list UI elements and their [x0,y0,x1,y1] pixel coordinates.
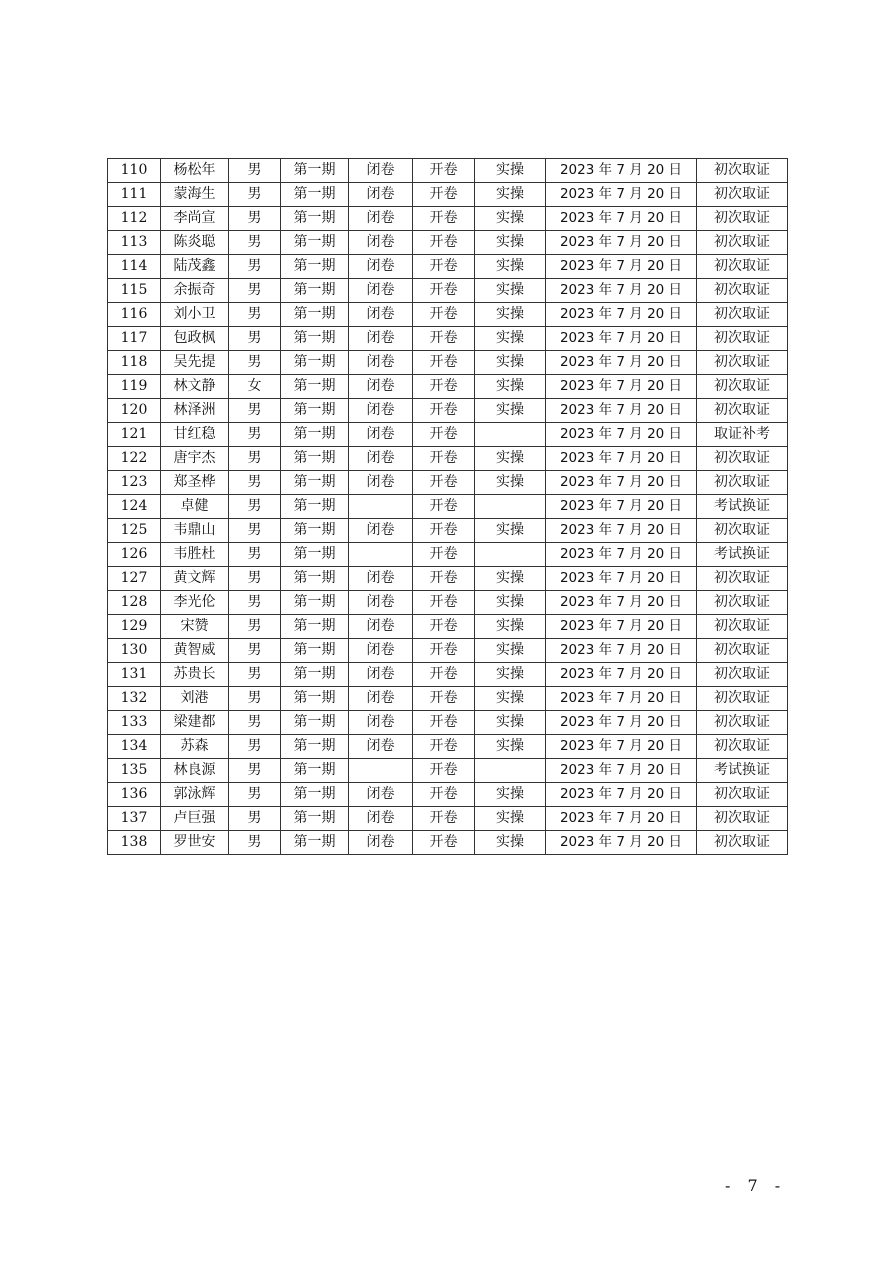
cell-number: 131 [108,663,161,687]
cell-closed-book: 闭卷 [349,639,413,663]
cell-number: 135 [108,759,161,783]
cell-period: 第一期 [281,303,349,327]
cell-practical: 实操 [475,159,546,183]
table-row [108,615,788,639]
table-row [108,687,788,711]
cell-period: 第一期 [281,615,349,639]
cell-closed-book: 闭卷 [349,399,413,423]
cell-period: 第一期 [281,711,349,735]
cell-open-book: 开卷 [413,543,475,567]
cell-open-book: 开卷 [413,663,475,687]
cell-name: 蒙海生 [161,183,229,207]
cell-number: 110 [108,159,161,183]
cell-cert-type: 初次取证 [697,303,788,327]
cell-cert-type: 初次取证 [697,351,788,375]
cell-cert-type: 初次取证 [697,279,788,303]
cell-gender: 男 [229,807,281,831]
cell-period: 第一期 [281,471,349,495]
cell-period: 第一期 [281,543,349,567]
cell-exam-date: 2023 年 7 月 20 日 [546,831,697,855]
cell-closed-book: 闭卷 [349,423,413,447]
table-row [108,519,788,543]
cell-open-book: 开卷 [413,831,475,855]
cell-exam-date: 2023 年 7 月 20 日 [546,615,697,639]
cell-name: 林泽洲 [161,399,229,423]
cell-cert-type: 初次取证 [697,807,788,831]
cell-open-book: 开卷 [413,255,475,279]
cell-cert-type: 初次取证 [697,471,788,495]
cell-name: 吴先提 [161,351,229,375]
cell-name: 卢巨强 [161,807,229,831]
cell-number: 125 [108,519,161,543]
cell-practical: 实操 [475,279,546,303]
table-row [108,567,788,591]
cell-gender: 男 [229,183,281,207]
cell-number: 136 [108,783,161,807]
cell-gender: 男 [229,399,281,423]
cell-cert-type: 初次取证 [697,831,788,855]
table-row [108,327,788,351]
cell-open-book: 开卷 [413,303,475,327]
cell-practical: 实操 [475,711,546,735]
cell-exam-date: 2023 年 7 月 20 日 [546,447,697,471]
cell-cert-type: 初次取证 [697,639,788,663]
cell-period: 第一期 [281,399,349,423]
cell-gender: 男 [229,159,281,183]
cell-practical: 实操 [475,735,546,759]
cell-open-book: 开卷 [413,591,475,615]
cell-cert-type: 取证补考 [697,423,788,447]
cell-name: 梁建都 [161,711,229,735]
cell-gender: 男 [229,711,281,735]
table-row [108,375,788,399]
cell-closed-book: 闭卷 [349,567,413,591]
cell-gender: 男 [229,495,281,519]
cell-exam-date: 2023 年 7 月 20 日 [546,375,697,399]
cell-closed-book: 闭卷 [349,687,413,711]
cell-gender: 男 [229,567,281,591]
cell-cert-type: 初次取证 [697,183,788,207]
table-row [108,591,788,615]
cell-exam-date: 2023 年 7 月 20 日 [546,807,697,831]
cell-practical: 实操 [475,207,546,231]
cell-exam-date: 2023 年 7 月 20 日 [546,351,697,375]
cell-number: 129 [108,615,161,639]
cell-exam-date: 2023 年 7 月 20 日 [546,735,697,759]
cell-gender: 男 [229,783,281,807]
cell-name: 郑圣桦 [161,471,229,495]
cell-period: 第一期 [281,591,349,615]
cell-gender: 男 [229,519,281,543]
cell-gender: 男 [229,423,281,447]
cell-practical: 实操 [475,663,546,687]
table-row [108,783,788,807]
cell-gender: 男 [229,663,281,687]
cell-exam-date: 2023 年 7 月 20 日 [546,687,697,711]
cell-period: 第一期 [281,375,349,399]
cell-name: 卓健 [161,495,229,519]
cell-name: 黄智威 [161,639,229,663]
roster-table [107,158,788,855]
cell-number: 112 [108,207,161,231]
cell-practical: 实操 [475,567,546,591]
cell-closed-book: 闭卷 [349,591,413,615]
cell-number: 116 [108,303,161,327]
cell-open-book: 开卷 [413,423,475,447]
cell-gender: 男 [229,543,281,567]
cell-closed-book: 闭卷 [349,231,413,255]
cell-closed-book: 闭卷 [349,807,413,831]
cell-closed-book: 闭卷 [349,279,413,303]
cell-practical [475,543,546,567]
cell-gender: 男 [229,639,281,663]
cell-exam-date: 2023 年 7 月 20 日 [546,399,697,423]
cell-period: 第一期 [281,759,349,783]
cell-name: 宋赞 [161,615,229,639]
cell-cert-type: 考试换证 [697,759,788,783]
cell-practical: 实操 [475,351,546,375]
cell-open-book: 开卷 [413,183,475,207]
cell-open-book: 开卷 [413,711,475,735]
table-row [108,663,788,687]
cell-practical [475,759,546,783]
cell-practical: 实操 [475,183,546,207]
cell-name: 罗世安 [161,831,229,855]
cell-open-book: 开卷 [413,615,475,639]
cell-number: 138 [108,831,161,855]
cell-gender: 男 [229,303,281,327]
cell-cert-type: 初次取证 [697,255,788,279]
table-row [108,351,788,375]
cell-open-book: 开卷 [413,447,475,471]
cell-period: 第一期 [281,279,349,303]
cell-exam-date: 2023 年 7 月 20 日 [546,519,697,543]
cell-gender: 男 [229,279,281,303]
cell-cert-type: 初次取证 [697,783,788,807]
cell-name: 李尚宣 [161,207,229,231]
page-number: - 7 - [725,1176,787,1195]
cell-practical: 实操 [475,231,546,255]
cell-name: 刘小卫 [161,303,229,327]
cell-exam-date: 2023 年 7 月 20 日 [546,279,697,303]
cell-open-book: 开卷 [413,375,475,399]
cell-period: 第一期 [281,567,349,591]
cell-exam-date: 2023 年 7 月 20 日 [546,159,697,183]
table-row [108,735,788,759]
cell-period: 第一期 [281,231,349,255]
table-row [108,639,788,663]
cell-cert-type: 初次取证 [697,159,788,183]
cell-cert-type: 初次取证 [697,207,788,231]
cell-closed-book: 闭卷 [349,351,413,375]
cell-number: 134 [108,735,161,759]
cell-practical [475,423,546,447]
cell-cert-type: 初次取证 [697,591,788,615]
cell-number: 137 [108,807,161,831]
cell-open-book: 开卷 [413,399,475,423]
table-row [108,279,788,303]
cell-open-book: 开卷 [413,231,475,255]
cell-open-book: 开卷 [413,687,475,711]
cell-practical: 实操 [475,303,546,327]
cell-closed-book: 闭卷 [349,159,413,183]
cell-closed-book: 闭卷 [349,255,413,279]
table-row [108,831,788,855]
cell-closed-book: 闭卷 [349,615,413,639]
cell-practical: 实操 [475,399,546,423]
cell-number: 113 [108,231,161,255]
cell-number: 114 [108,255,161,279]
cell-number: 126 [108,543,161,567]
cell-gender: 男 [229,471,281,495]
cell-closed-book: 闭卷 [349,471,413,495]
cell-practical: 实操 [475,471,546,495]
cell-closed-book: 闭卷 [349,375,413,399]
table-row [108,399,788,423]
cell-open-book: 开卷 [413,327,475,351]
cell-period: 第一期 [281,639,349,663]
cell-number: 132 [108,687,161,711]
cell-gender: 女 [229,375,281,399]
cell-cert-type: 初次取证 [697,687,788,711]
cell-practical: 实操 [475,255,546,279]
table-row [108,303,788,327]
cell-exam-date: 2023 年 7 月 20 日 [546,207,697,231]
table-row [108,471,788,495]
cell-exam-date: 2023 年 7 月 20 日 [546,495,697,519]
table-row [108,543,788,567]
cell-exam-date: 2023 年 7 月 20 日 [546,543,697,567]
cell-cert-type: 初次取证 [697,375,788,399]
cell-exam-date: 2023 年 7 月 20 日 [546,759,697,783]
cell-open-book: 开卷 [413,495,475,519]
cell-number: 117 [108,327,161,351]
cell-closed-book: 闭卷 [349,663,413,687]
cell-exam-date: 2023 年 7 月 20 日 [546,255,697,279]
cell-closed-book: 闭卷 [349,783,413,807]
cell-number: 115 [108,279,161,303]
cell-cert-type: 考试换证 [697,543,788,567]
cell-practical: 实操 [475,639,546,663]
cell-name: 韦胜杜 [161,543,229,567]
table-row [108,447,788,471]
cell-name: 杨松年 [161,159,229,183]
table-row [108,495,788,519]
cell-cert-type: 初次取证 [697,327,788,351]
cell-cert-type: 初次取证 [697,711,788,735]
cell-period: 第一期 [281,519,349,543]
cell-name: 苏森 [161,735,229,759]
table-row [108,711,788,735]
cell-practical: 实操 [475,447,546,471]
cell-gender: 男 [229,207,281,231]
cell-number: 127 [108,567,161,591]
cell-open-book: 开卷 [413,735,475,759]
cell-period: 第一期 [281,159,349,183]
cell-cert-type: 初次取证 [697,567,788,591]
cell-practical: 实操 [475,519,546,543]
cell-gender: 男 [229,447,281,471]
cell-gender: 男 [229,351,281,375]
cell-cert-type: 初次取证 [697,663,788,687]
cell-closed-book [349,543,413,567]
cell-exam-date: 2023 年 7 月 20 日 [546,183,697,207]
cell-name: 陈炎聪 [161,231,229,255]
cell-gender: 男 [229,591,281,615]
cell-period: 第一期 [281,351,349,375]
cell-practical: 实操 [475,375,546,399]
cell-cert-type: 考试换证 [697,495,788,519]
cell-name: 余振奇 [161,279,229,303]
cell-gender: 男 [229,231,281,255]
cell-period: 第一期 [281,807,349,831]
cell-open-book: 开卷 [413,639,475,663]
cell-number: 118 [108,351,161,375]
cell-period: 第一期 [281,447,349,471]
cell-closed-book: 闭卷 [349,447,413,471]
table-row [108,423,788,447]
cell-exam-date: 2023 年 7 月 20 日 [546,567,697,591]
cell-open-book: 开卷 [413,159,475,183]
cell-number: 122 [108,447,161,471]
table-row [108,231,788,255]
cell-exam-date: 2023 年 7 月 20 日 [546,423,697,447]
cell-open-book: 开卷 [413,471,475,495]
cell-closed-book: 闭卷 [349,327,413,351]
cell-practical: 实操 [475,807,546,831]
cell-name: 韦鼎山 [161,519,229,543]
cell-open-book: 开卷 [413,567,475,591]
cell-closed-book: 闭卷 [349,831,413,855]
cell-exam-date: 2023 年 7 月 20 日 [546,231,697,255]
cell-exam-date: 2023 年 7 月 20 日 [546,303,697,327]
cell-name: 林良源 [161,759,229,783]
table-row [108,759,788,783]
cell-gender: 男 [229,687,281,711]
cell-open-book: 开卷 [413,783,475,807]
cell-name: 李光伦 [161,591,229,615]
cell-number: 119 [108,375,161,399]
cell-cert-type: 初次取证 [697,399,788,423]
table-row [108,255,788,279]
cell-cert-type: 初次取证 [697,615,788,639]
cell-closed-book [349,495,413,519]
cell-open-book: 开卷 [413,351,475,375]
table-row [108,807,788,831]
cell-name: 刘港 [161,687,229,711]
cell-name: 包政枫 [161,327,229,351]
cell-gender: 男 [229,759,281,783]
cell-gender: 男 [229,615,281,639]
table-row [108,183,788,207]
cell-closed-book: 闭卷 [349,519,413,543]
cell-practical: 实操 [475,615,546,639]
cell-number: 121 [108,423,161,447]
cell-period: 第一期 [281,327,349,351]
cell-gender: 男 [229,255,281,279]
cell-cert-type: 初次取证 [697,447,788,471]
cell-cert-type: 初次取证 [697,231,788,255]
cell-period: 第一期 [281,183,349,207]
table-row [108,207,788,231]
cell-exam-date: 2023 年 7 月 20 日 [546,783,697,807]
cell-name: 郭泳辉 [161,783,229,807]
cell-period: 第一期 [281,783,349,807]
cell-open-book: 开卷 [413,279,475,303]
cell-open-book: 开卷 [413,759,475,783]
cell-exam-date: 2023 年 7 月 20 日 [546,327,697,351]
cell-practical: 实操 [475,591,546,615]
cell-closed-book [349,759,413,783]
table-row [108,159,788,183]
cell-period: 第一期 [281,255,349,279]
cell-open-book: 开卷 [413,519,475,543]
cell-exam-date: 2023 年 7 月 20 日 [546,711,697,735]
cell-cert-type: 初次取证 [697,519,788,543]
cell-closed-book: 闭卷 [349,711,413,735]
cell-number: 124 [108,495,161,519]
cell-exam-date: 2023 年 7 月 20 日 [546,591,697,615]
roster-body [108,159,788,855]
cell-closed-book: 闭卷 [349,207,413,231]
cell-name: 陆茂鑫 [161,255,229,279]
cell-number: 130 [108,639,161,663]
cell-period: 第一期 [281,687,349,711]
cell-name: 唐宇杰 [161,447,229,471]
cell-practical: 实操 [475,687,546,711]
cell-practical: 实操 [475,783,546,807]
cell-practical: 实操 [475,327,546,351]
cell-name: 苏贵长 [161,663,229,687]
cell-closed-book: 闭卷 [349,735,413,759]
cell-exam-date: 2023 年 7 月 20 日 [546,471,697,495]
cell-exam-date: 2023 年 7 月 20 日 [546,663,697,687]
cell-number: 133 [108,711,161,735]
cell-period: 第一期 [281,207,349,231]
cell-gender: 男 [229,831,281,855]
cell-open-book: 开卷 [413,807,475,831]
cell-number: 111 [108,183,161,207]
cell-gender: 男 [229,735,281,759]
cell-practical [475,495,546,519]
cell-cert-type: 初次取证 [697,735,788,759]
cell-name: 黄文辉 [161,567,229,591]
cell-number: 128 [108,591,161,615]
cell-period: 第一期 [281,423,349,447]
cell-number: 123 [108,471,161,495]
cell-gender: 男 [229,327,281,351]
cell-closed-book: 闭卷 [349,303,413,327]
cell-number: 120 [108,399,161,423]
cell-open-book: 开卷 [413,207,475,231]
cell-name: 林文静 [161,375,229,399]
cell-period: 第一期 [281,735,349,759]
cell-practical: 实操 [475,831,546,855]
cell-closed-book: 闭卷 [349,183,413,207]
cell-name: 甘红稳 [161,423,229,447]
cell-period: 第一期 [281,495,349,519]
cell-period: 第一期 [281,831,349,855]
cell-period: 第一期 [281,663,349,687]
cell-exam-date: 2023 年 7 月 20 日 [546,639,697,663]
